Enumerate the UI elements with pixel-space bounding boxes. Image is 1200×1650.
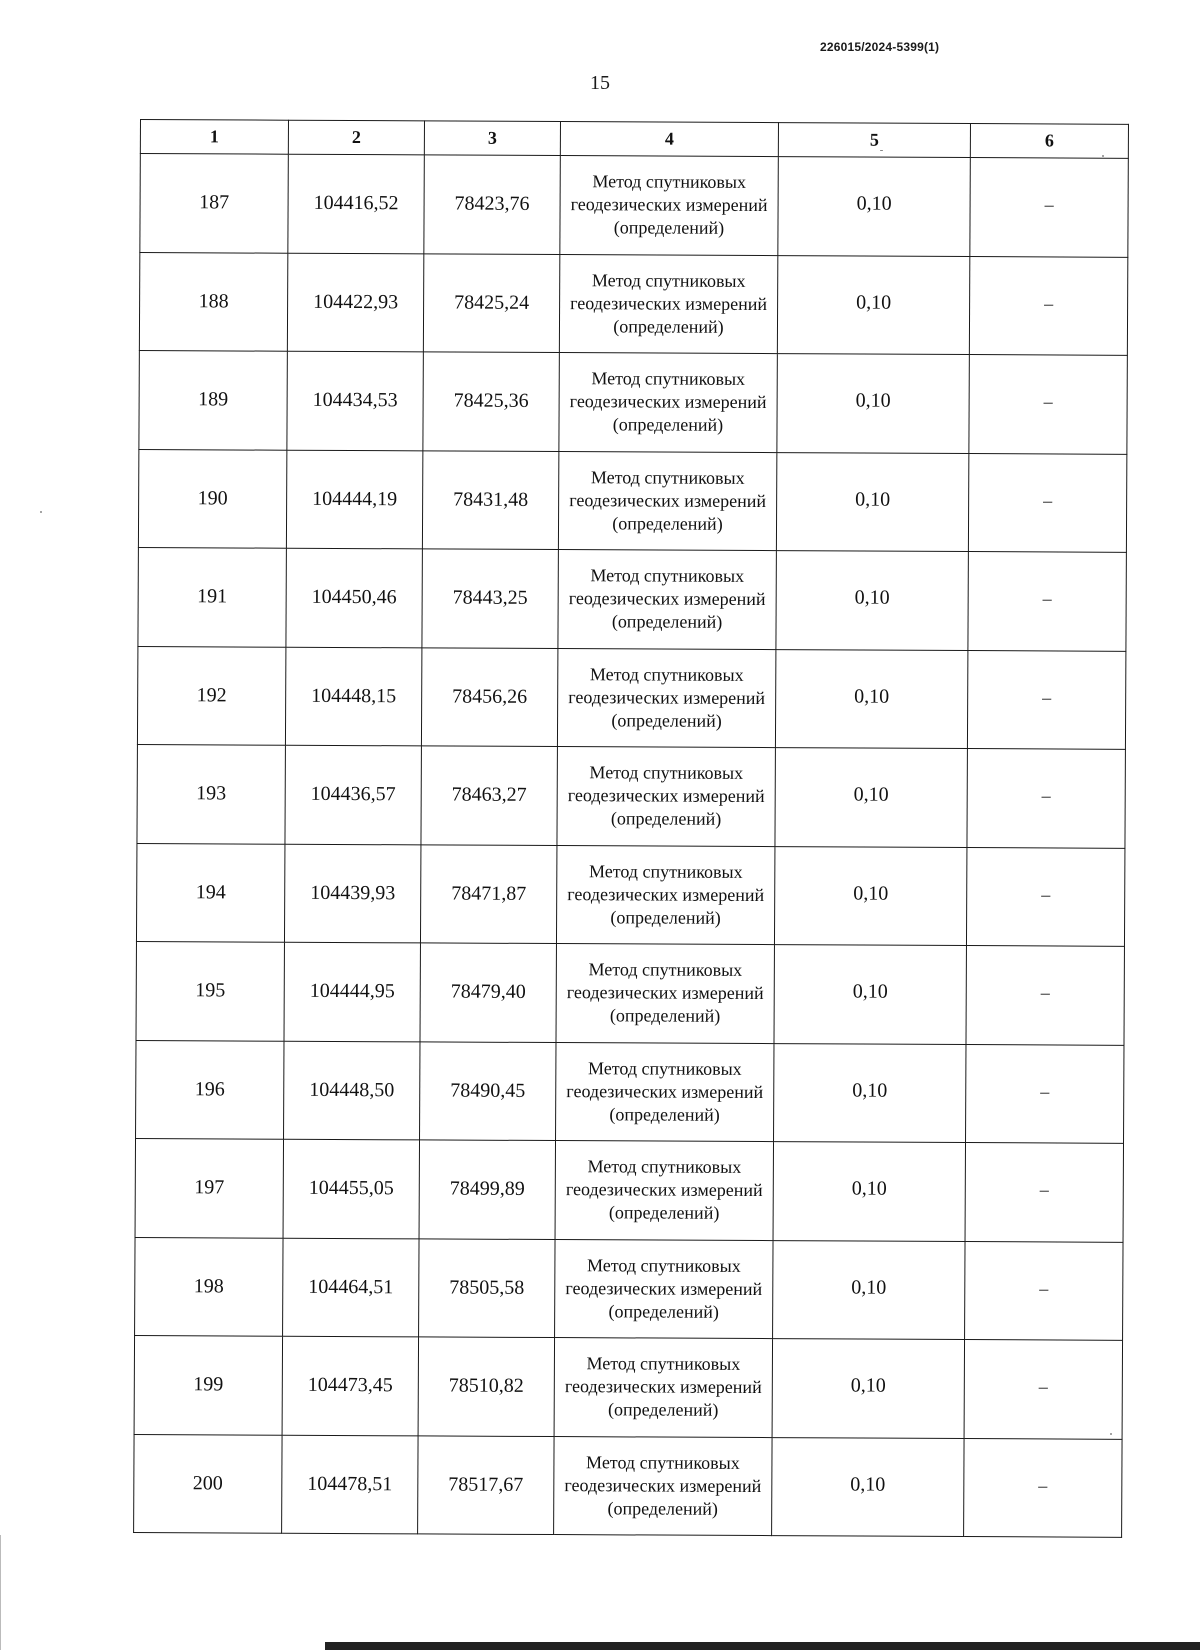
note-cell: – xyxy=(967,749,1125,848)
note-cell: – xyxy=(968,552,1126,651)
table-row xyxy=(139,350,1127,453)
point-number-cell: 198 xyxy=(135,1237,283,1336)
point-number-cell: 189 xyxy=(139,350,287,449)
method-cell: Метод спутниковых геодезических измерений (определений) xyxy=(557,747,775,847)
y-coordinate-cell: 78463,27 xyxy=(421,746,557,845)
accuracy-cell: 0,10 xyxy=(775,748,967,847)
y-coordinate-cell: 78425,36 xyxy=(423,352,559,451)
note-cell: – xyxy=(964,1438,1122,1537)
y-coordinate-cell: 78505,58 xyxy=(419,1238,555,1337)
header-col-5: 5 xyxy=(778,123,970,158)
accuracy-cell: 0,10 xyxy=(772,1437,964,1536)
table-header xyxy=(140,120,1128,159)
point-number-cell: 200 xyxy=(134,1434,282,1533)
point-number-cell: 195 xyxy=(136,941,284,1040)
x-coordinate-cell: 104416,52 xyxy=(288,154,424,253)
table-row xyxy=(134,1434,1122,1537)
table-row xyxy=(135,1138,1123,1241)
x-coordinate-cell: 104444,19 xyxy=(286,450,422,549)
page-number: 15 xyxy=(590,72,610,94)
x-coordinate-cell: 104448,50 xyxy=(284,1041,420,1140)
header-col-3: 3 xyxy=(424,121,560,156)
accuracy-cell: 0,10 xyxy=(776,551,968,650)
point-number-cell: 192 xyxy=(137,646,285,745)
point-number-cell: 194 xyxy=(136,843,284,942)
table-row xyxy=(134,1335,1122,1438)
point-number-cell: 197 xyxy=(135,1138,283,1237)
point-number-cell: 199 xyxy=(134,1335,282,1434)
point-number-cell: 193 xyxy=(137,744,285,843)
table-row xyxy=(136,941,1124,1044)
note-cell: – xyxy=(968,453,1126,552)
method-cell: Метод спутниковых геодезических измерений (определений) xyxy=(560,156,778,256)
table-row xyxy=(137,646,1125,749)
note-cell: – xyxy=(965,1143,1123,1242)
point-number-cell: 191 xyxy=(138,547,286,646)
y-coordinate-cell: 78499,89 xyxy=(419,1140,555,1239)
note-cell: – xyxy=(965,1241,1123,1340)
accuracy-cell: 0,10 xyxy=(774,945,966,1044)
method-cell: Метод спутниковых геодезических измерений (определений) xyxy=(559,353,777,453)
scan-edge-line xyxy=(0,1535,1,1650)
table-row xyxy=(138,449,1126,552)
y-coordinate-cell: 78479,40 xyxy=(420,943,556,1042)
point-number-cell: 187 xyxy=(140,154,288,253)
y-coordinate-cell: 78510,82 xyxy=(418,1337,554,1436)
table-row xyxy=(140,154,1128,257)
table-row xyxy=(137,744,1125,847)
scan-speck xyxy=(1102,155,1104,157)
x-coordinate-cell: 104436,57 xyxy=(285,745,421,844)
x-coordinate-cell: 104473,45 xyxy=(282,1336,418,1435)
y-coordinate-cell: 78443,25 xyxy=(422,549,558,648)
point-number-cell: 188 xyxy=(139,252,287,351)
accuracy-cell: 0,10 xyxy=(777,255,969,354)
x-coordinate-cell: 104455,05 xyxy=(283,1139,419,1238)
x-coordinate-cell: 104434,53 xyxy=(287,351,423,450)
method-cell: Метод спутниковых геодезических измерений (определений) xyxy=(559,254,777,354)
method-cell: Метод спутниковых геодезических измерений (определений) xyxy=(554,1338,772,1438)
header-col-6: 6 xyxy=(970,124,1128,159)
method-cell: Метод спутниковых геодезических измерений (определений) xyxy=(555,1239,773,1339)
y-coordinate-cell: 78423,76 xyxy=(424,155,560,254)
x-coordinate-cell: 104450,46 xyxy=(286,548,422,647)
note-cell: – xyxy=(969,256,1127,355)
scan-bottom-bar xyxy=(325,1642,1200,1650)
y-coordinate-cell: 78425,24 xyxy=(423,253,559,352)
x-coordinate-cell: 104422,93 xyxy=(287,253,423,352)
point-number-cell: 196 xyxy=(136,1040,284,1139)
header-row xyxy=(140,120,1128,159)
header-col-4: 4 xyxy=(560,122,778,157)
note-cell: – xyxy=(970,158,1128,257)
header-col-2: 2 xyxy=(288,120,424,155)
accuracy-cell: 0,10 xyxy=(774,1043,966,1142)
method-cell: Метод спутниковых геодезических измерений (определений) xyxy=(556,845,774,945)
accuracy-cell: 0,10 xyxy=(774,846,966,945)
x-coordinate-cell: 104464,51 xyxy=(283,1238,419,1337)
table-body xyxy=(134,154,1129,1538)
y-coordinate-cell: 78517,67 xyxy=(418,1435,554,1534)
table-row xyxy=(135,1237,1123,1340)
scan-speck xyxy=(40,511,42,513)
method-cell: Метод спутниковых геодезических измерений (определений) xyxy=(556,944,774,1044)
method-cell: Метод спутниковых геодезических измерений (определений) xyxy=(555,1141,773,1241)
accuracy-cell: 0,10 xyxy=(773,1240,965,1339)
accuracy-cell: 0,10 xyxy=(772,1339,964,1438)
accuracy-cell: 0,10 xyxy=(777,354,969,453)
method-cell: Метод спутниковых геодезических измерений (определений) xyxy=(556,1042,774,1142)
note-cell: – xyxy=(967,650,1125,749)
x-coordinate-cell: 104478,51 xyxy=(282,1435,418,1534)
accuracy-cell: 0,10 xyxy=(773,1142,965,1241)
method-cell: Метод спутниковых геодезических измерений (определений) xyxy=(558,550,776,650)
y-coordinate-cell: 78431,48 xyxy=(422,450,558,549)
note-cell: – xyxy=(966,946,1124,1045)
accuracy-cell: 0,10 xyxy=(775,649,967,748)
method-cell: Метод спутниковых геодезических измерений (определений) xyxy=(558,451,776,551)
document-id: 226015/2024-5399(1) xyxy=(820,40,940,54)
table-row xyxy=(139,252,1127,355)
x-coordinate-cell: 104439,93 xyxy=(284,844,420,943)
header-col-1: 1 xyxy=(140,120,288,155)
note-cell: – xyxy=(966,847,1124,946)
table-row xyxy=(138,547,1126,650)
point-number-cell: 190 xyxy=(138,449,286,548)
x-coordinate-cell: 104448,15 xyxy=(285,647,421,746)
scan-speck xyxy=(880,150,883,151)
accuracy-cell: 0,10 xyxy=(778,157,970,256)
note-cell: – xyxy=(966,1044,1124,1143)
accuracy-cell: 0,10 xyxy=(776,452,968,551)
table-row xyxy=(136,843,1124,946)
method-cell: Метод спутниковых геодезических измерений (определений) xyxy=(554,1436,772,1536)
coordinates-table xyxy=(133,119,1129,1538)
scan-speck xyxy=(1110,1433,1112,1435)
y-coordinate-cell: 78456,26 xyxy=(421,647,557,746)
y-coordinate-cell: 78490,45 xyxy=(420,1041,556,1140)
y-coordinate-cell: 78471,87 xyxy=(420,844,556,943)
table-row xyxy=(136,1040,1124,1143)
x-coordinate-cell: 104444,95 xyxy=(284,942,420,1041)
method-cell: Метод спутниковых геодезических измерений (определений) xyxy=(557,648,775,748)
note-cell: – xyxy=(969,355,1127,454)
note-cell: – xyxy=(964,1340,1122,1439)
